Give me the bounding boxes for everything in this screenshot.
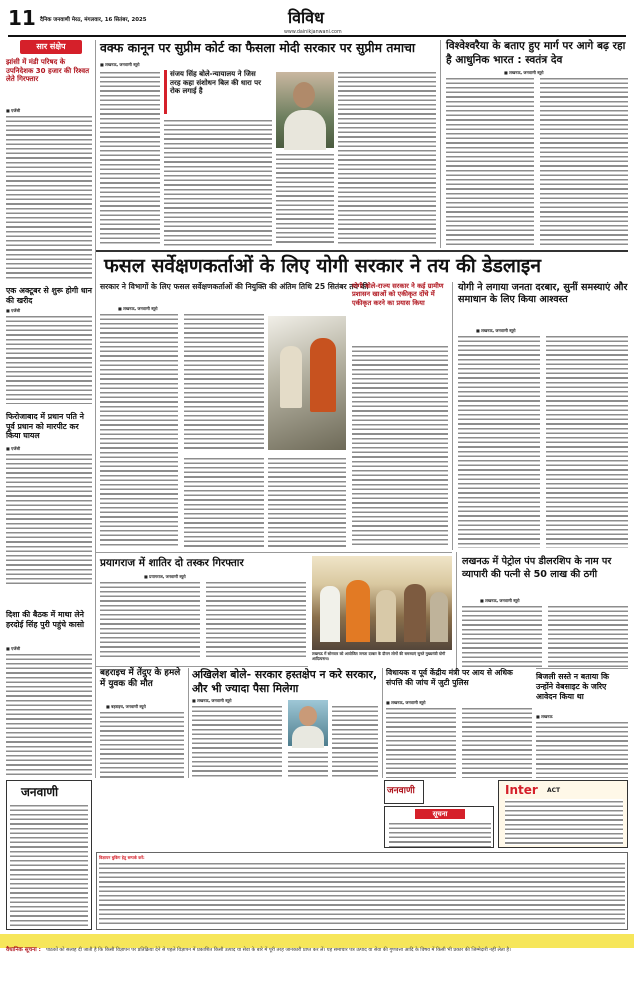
lucknow-petrol-byline: ■ लखनऊ, जनवाणी ब्यूरो bbox=[480, 598, 520, 603]
top-story-body-col2 bbox=[164, 118, 272, 246]
statutory-notice bbox=[0, 934, 634, 953]
lucknow-petrol-story bbox=[462, 556, 628, 668]
brief-body-2 bbox=[6, 314, 92, 404]
bahraich-body bbox=[100, 710, 184, 778]
crop-body-col2 bbox=[184, 312, 264, 450]
janwani-logo-box bbox=[384, 780, 424, 804]
imprint-logo: जनवाणी bbox=[21, 785, 59, 799]
portrait-head-shape bbox=[293, 82, 315, 108]
top-story-body-col1 bbox=[100, 70, 160, 246]
prayagraj-byline: ■ प्रयागराज, जनवाणी ब्यूरो bbox=[144, 574, 186, 579]
mla-byline: ■ लखनऊ, जनवाणी ब्यूरो bbox=[386, 700, 426, 705]
brief-headline-4: दिशा की बैठक में माथा लेने हरदोई सिंह पुरी पहुंचे कासो bbox=[6, 610, 85, 629]
brief-body-3 bbox=[6, 452, 92, 584]
yogi-darbar-headline: योगी ने लगाया जनता दरबार, सुनीं समस्याएं और समाधान के लिए किया आश्वस्त bbox=[458, 282, 628, 306]
bahraich-headline: बहराइच में तेंदुए के हमले में युवक की मौत bbox=[100, 668, 181, 689]
lucknow-petrol-headline: लखनऊ में पेट्रोल पंप डीलरशिप के नाम पर व्यापारी की पत्नी से 50 लाख की ठगी bbox=[462, 556, 612, 580]
right-top-byline: ■ लखनऊ, जनवाणी ब्यूरो bbox=[504, 70, 544, 75]
paper-dateline: दैनिक जनवाणी मेरठ, मंगलवार, 16 सितंबर, 2025 bbox=[40, 17, 147, 23]
yogi-darbar-story bbox=[458, 282, 628, 548]
akhilesh-body-col3 bbox=[288, 750, 328, 778]
akhilesh-headline: अखिलेश बोले- सरकार हस्तक्षेप न करे सरकार, और भी ज्यादा पैसा मिलेगा bbox=[192, 668, 378, 695]
prayagraj-top-rule bbox=[96, 552, 452, 553]
right-top-headline: विश्वेश्वरैया के बताए हुए मार्ग पर आगे बढ़ रहा है आधुनिक भारत : स्वतंत्र देव bbox=[446, 40, 626, 66]
mla-body-col2 bbox=[462, 706, 532, 778]
bahraich-byline: ■ बहराइच, जनवाणी ब्यूरो bbox=[106, 704, 146, 709]
yogi-darbar-body-col2 bbox=[546, 334, 628, 548]
brief-byline-2: ■ एजेंसी bbox=[6, 308, 21, 313]
inter-ad-body bbox=[505, 799, 623, 845]
akhilesh-body-col1 bbox=[192, 704, 282, 778]
inter-ad-title: Inter bbox=[505, 783, 538, 797]
website: www.dainikjanwani.com bbox=[284, 30, 342, 35]
akhilesh-head-shape bbox=[299, 706, 317, 726]
prayagraj-headline: प्रयागराज में शातिर दो तस्कर गिरफ्तार bbox=[100, 557, 244, 569]
left-briefs-column bbox=[6, 40, 92, 600]
portrait-body-shape bbox=[284, 110, 326, 150]
akhilesh-byline: ■ लखनऊ, जनवाणी ब्यूरो bbox=[192, 698, 232, 703]
imprint-box bbox=[6, 780, 92, 930]
top-right-divider bbox=[440, 40, 441, 248]
petrol-left-divider bbox=[456, 552, 457, 670]
brief-headline-1: झांसी में मंडी परिषद के उपनिदेशक 30 हजार की रिश्वत लेते गिरफ्तार bbox=[6, 58, 90, 84]
classified-strip bbox=[96, 852, 628, 930]
prayagraj-body-col1 bbox=[100, 580, 200, 660]
bahraich-story bbox=[100, 668, 184, 778]
janwani-logo-text: जनवाणी bbox=[387, 786, 415, 796]
right-top-body-col1 bbox=[446, 76, 534, 246]
crop-story-byline: ■ लखनऊ, जनवाणी ब्यूरो bbox=[118, 306, 158, 311]
lucknow-petrol-body-col2 bbox=[548, 604, 628, 668]
photo-figure-2 bbox=[310, 338, 336, 412]
photo-crowd-2 bbox=[346, 580, 370, 642]
page-header bbox=[8, 6, 626, 36]
right-top-story bbox=[446, 40, 628, 248]
brief-headline-3: फिरोजाबाद में प्रधान पति ने पूर्व प्रधान को मारपीट कर किया घायल bbox=[6, 412, 84, 441]
photo-crowd-1 bbox=[320, 586, 340, 642]
brief-byline-3: ■ एजेंसी bbox=[6, 446, 21, 451]
crop-body-col1 bbox=[100, 312, 178, 548]
crop-event-photo bbox=[268, 316, 346, 450]
bahraich-right-divider bbox=[188, 668, 189, 778]
top-story-byline: ■ लखनऊ, जनवाणी ब्यूरो bbox=[100, 62, 140, 67]
prayagraj-body-col2 bbox=[206, 580, 306, 660]
sanjay-singh-photo bbox=[276, 72, 334, 148]
notice-ad-body bbox=[389, 821, 491, 847]
brief-body-4 bbox=[6, 652, 92, 778]
banner-headline: फसल सर्वेक्षणकर्ताओं के लिए योगी सरकार ने तय की डेडलाइन bbox=[104, 254, 541, 277]
bahraich-top-rule bbox=[96, 666, 308, 667]
notice-text: पाठकों को सलाह दी जाती है कि किसी विज्ञापन पर प्रतिक्रिया देने से पहले विज्ञापन में प्रकाशित किसी उत्पाद या सेवा के बारे में पूरी तरह जानकारी प्राप्त कर लें। यह समाचार पत्र उत्पाद या सेवा की गुणवत्ता आदि के विषय में किसी भी प्रकार की जिम्मेदारी नहीं लेता है। bbox=[45, 947, 511, 953]
crop-body-bottom-a bbox=[184, 456, 264, 548]
notice-ad-title: सूचना bbox=[415, 809, 465, 819]
yogi-darbar-body-col1 bbox=[458, 334, 540, 548]
notice-ad bbox=[384, 806, 494, 848]
crop-right-divider bbox=[452, 282, 453, 550]
akhilesh-right-divider bbox=[382, 668, 383, 778]
photo-crowd-3 bbox=[376, 590, 396, 642]
photo-crowd-5 bbox=[430, 592, 448, 642]
akhilesh-body-shape bbox=[292, 726, 324, 748]
inter-ad-sub: ACT bbox=[547, 787, 561, 794]
brief-label: सार संक्षेप bbox=[20, 40, 82, 54]
bijli-byline: ■ लखनऊ bbox=[536, 714, 553, 719]
akhilesh-body-col2 bbox=[332, 704, 378, 778]
bijli-body bbox=[536, 720, 628, 778]
crop-side-column bbox=[352, 282, 448, 548]
crop-side-headline: योगी बोले-राज्य सरकार ने कई ग्रामीण प्रशासन खाओं को एकीकृत दोंचे में एकीकृत करने का प्रयास किया bbox=[352, 282, 444, 307]
akhilesh-story bbox=[192, 668, 378, 778]
lucknow-petrol-body-col1 bbox=[462, 604, 542, 668]
brief-byline-1: ■ एजेंसी bbox=[6, 108, 21, 113]
bijli-top-rule bbox=[536, 668, 628, 669]
photo-figure-1 bbox=[280, 346, 302, 408]
bijli-story bbox=[536, 672, 628, 778]
left-briefs-column-2 bbox=[6, 600, 92, 778]
akhilesh-photo bbox=[288, 700, 328, 746]
mla-story bbox=[386, 668, 532, 778]
crop-body-bottom-b bbox=[268, 456, 346, 548]
header-rule bbox=[8, 35, 626, 37]
page-number: 11 bbox=[8, 6, 36, 30]
right-top-body-col2 bbox=[540, 76, 628, 246]
crop-story-subhead: सरकार ने विभागों के लिए फसल सर्वेक्षणकर्ताओं की नियुक्ति की अंतिम तिथि 25 सितंबर तय की bbox=[100, 282, 369, 291]
classified-strip-body bbox=[99, 861, 625, 927]
brief-headline-2: एक अक्टूबर से शुरू होगी धान की खरीद bbox=[6, 286, 92, 305]
top-story-pullquote: संजय सिंह बोले-न्यायालय ने जिस तरह कहा संशोधन बिल की धारा पर रोक लगाई है bbox=[164, 70, 268, 114]
section-title: विविध bbox=[288, 8, 324, 27]
left-column-divider bbox=[95, 40, 96, 778]
imprint-body bbox=[10, 803, 88, 927]
top-story-body-col3 bbox=[276, 152, 334, 246]
brief-byline-4: ■ एजेंसी bbox=[6, 646, 21, 651]
yogi-darbar-byline: ■ लखनऊ, जनवाणी ब्यूरो bbox=[476, 328, 516, 333]
mla-body-col1 bbox=[386, 706, 456, 778]
prayagraj-story bbox=[100, 556, 308, 660]
notice-label: वैधानिक सूचना : bbox=[6, 947, 41, 953]
janata-darbar-photo bbox=[312, 556, 452, 650]
photo-caption: लखनऊ में सोमवार को आयोजित जनता दरबार के दौरान लोगों की समस्याएं सुनते मुख्यमंत्री योगी आदित्यनाथ। bbox=[312, 651, 446, 661]
mla-headline: विधायक व पूर्व केंद्रीय मंत्री पर आय से अधिक संपत्ति की जांच में जुटी पुलिस bbox=[386, 668, 513, 687]
photo-crowd-4 bbox=[404, 584, 426, 642]
bijli-headline: बिजली सस्ते न बताया कि उन्होंने वेबसाइट के जरिए आवेदन किया था bbox=[536, 672, 609, 701]
classified-strip-title: विज्ञापन बुकिंग हेतु सम्पर्क करें: bbox=[99, 855, 145, 860]
crop-side-body bbox=[352, 344, 448, 548]
inter-act-ad bbox=[498, 780, 628, 848]
brief-body-1 bbox=[6, 114, 92, 280]
top-story-headline: वक्फ कानून पर सुप्रीम कोर्ट का फैसला मोदी सरकार पर सुप्रीम तमाचा bbox=[100, 40, 416, 55]
top-story-body-col4 bbox=[338, 70, 436, 246]
top-story bbox=[100, 40, 436, 248]
banner-top-rule bbox=[96, 250, 628, 252]
